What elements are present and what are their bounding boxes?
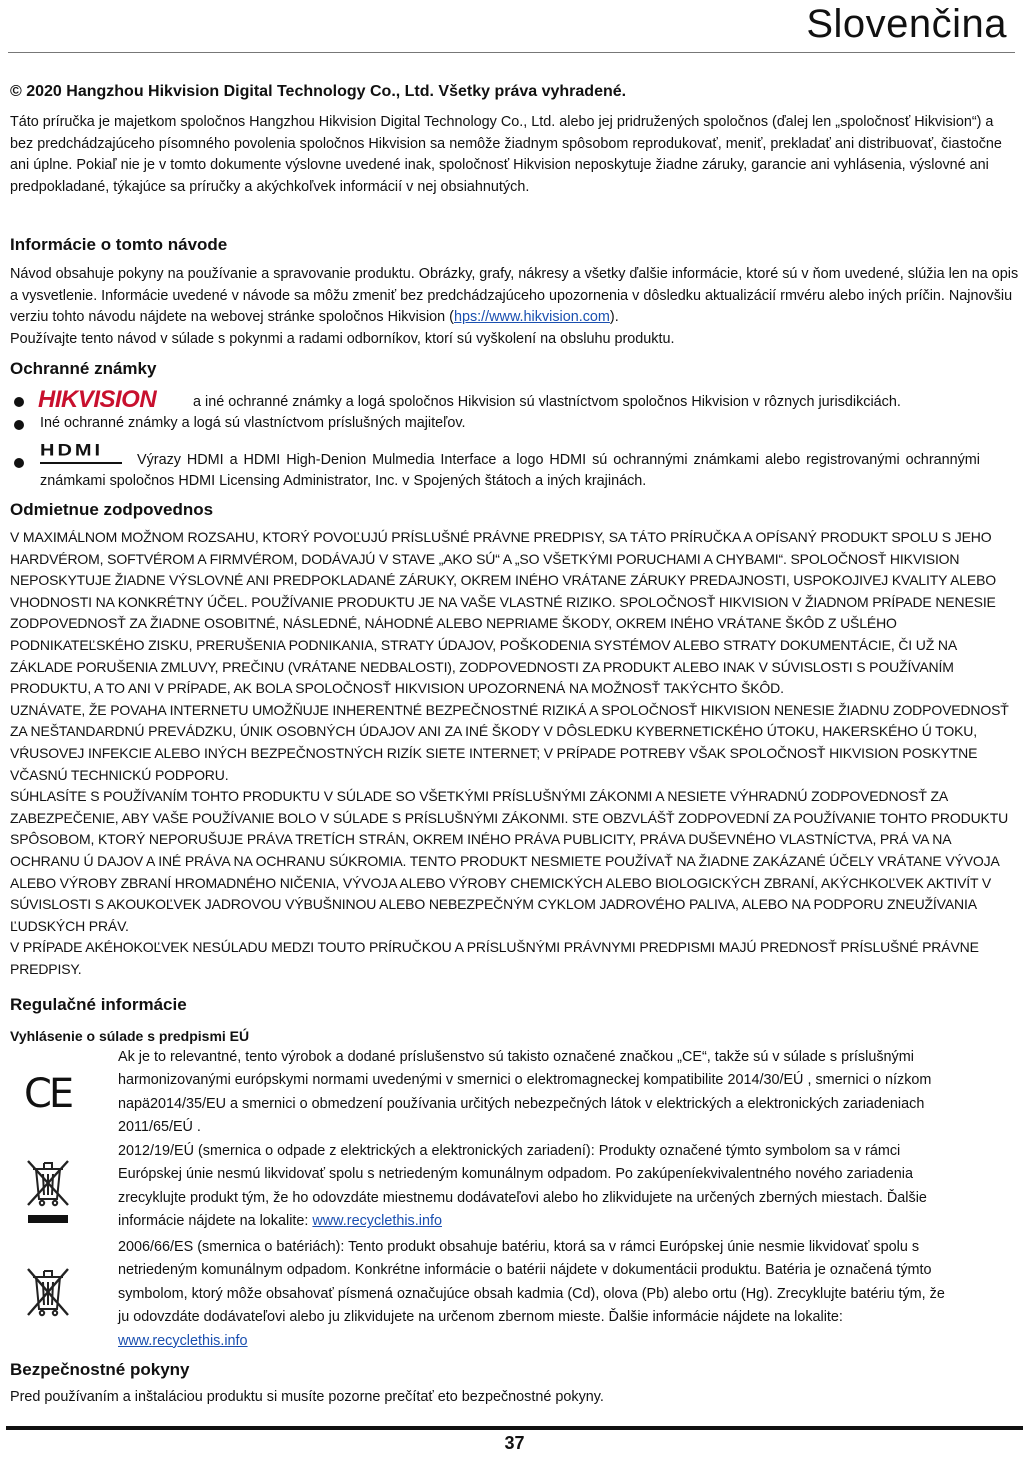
about-heading: Informácie o tomto návode <box>10 235 228 254</box>
language-title: Slovenčina <box>806 2 1007 46</box>
copyright-heading: © 2020 Hangzhou Hikvision Digital Technology Co., Ltd. Všetky práva vyhradené. <box>10 83 627 100</box>
weee-bin-icon <box>24 1157 72 1227</box>
about-usage-line: Používajte tento návod v súlade s pokynmi a radami odborníkov, ktorí sú vyškolení na obsluhu produktu. <box>10 330 675 347</box>
battery-text: 2006/66/ES (smernica o batériách): Tento produkt obsahuje batériu, ktorá sa v rámci Európskej únie nesmie likvidovať spolu s netriedeným komunálnym odpadom. Konkrétne informácie o batérii nájdete v dokumentácii produktu. Batéria je označená týmto symbolom, ktorý môže obsahovať písmená označujúce obsah kadmia (Cd), olova (Pb) alebo ortu (Hg). Zrecyklujte batériu tým, že ju odovzdáte dodávateľovi alebo ju zlikvidujete na určenom zbernom mieste. Ďalšie informácie nájdete na lokalite: <box>118 1239 945 1326</box>
battery-paragraph <box>118 1236 958 1353</box>
safety-heading: Bezpečnostné pokyny <box>10 1360 190 1379</box>
about-text: Návod obsahuje pokyny na používanie a spravovanie produktu. Obrázky, grafy, nákresy a všetky ďalšie informácie, ktoré sú v ňom uvedené, slúžia len na opis a vysvetlenie. Informácie uvedené v návode sa môžu zmeniť bez predchádzajúceho upozornenia v dôsledku aktualizácií rmvéru alebo iných príčin. Najnovšiu verziu tohto návodu nájdete na webovej stránke spoločnos Hikvision ( <box>10 266 1019 325</box>
disclaimer-paragraph-2: UZNÁVATE, ŽE POVAHA INTERNETU UMOŽŇUJE INHERENTNÉ BEZPEČNOSTNÉ RIZIKÁ A SPOLOČNOSŤ HIKVISION NENESIE ŽIADNU ZODPOVEDNOSŤ ZA NEŠTANDARDNÚ PREVÁDZKU, ÚNIK OSOBNÝCH ÚDAJOV ANI ZA INÉ ŠKODY V DÔSLEDKU KYBERNETICKÉHO ÚTOKU, HAKERSKÉHO Ú TOKU, VŔUSOVEJ INFEKCIE ALEBO INÝCH BEZPEČNOSTNÝCH RIZÍK SIETE INTERNET; V PRÍPADE POTREBY VŠAK SPOLOČNOSŤ HIKVISION POSKYTNE VČASNÚ TECHNICKÚ PODPORU. <box>10 701 1009 783</box>
safety-paragraph: Pred používaním a inštaláciou produktu si musíte pozorne prečítať eto bezpečnostné pokyny. <box>10 1389 604 1405</box>
trademark-item-others: Iné ochranné známky a logá sú vlastníctvom príslušných majiteľov. <box>40 415 466 431</box>
about-paragraph <box>10 264 1020 350</box>
intro-paragraph: Táto príručka je majetkom spoločnos Hangzhou Hikvision Digital Technology Co., Ltd. alebo jej pridružených spoločnos (ďalej len „spoločnosť Hikvision“) a bez predchádzajúceho písomného povolenia spoločnos Hikvision sa nemôže žiadnym spôsobom reprodukovať, meniť, prekladať ani distribuovať, čiastočne ani úplne. Pokiaľ nie je v tomto dokumente výslovne uvedené inak, spoločnosť Hikvision neposkytuje žiadne záruky, garancie ani vyhlásenia, výslovné ani predpokladané, týkajúce sa príručky a akýchkoľvek informácií v nej obsiahnutých. <box>10 114 1002 195</box>
weee-text: 2012/19/EÚ (smernica o odpade z elektrických a elektronických zariadení): Produkty označené týmto symbolom sa v rámci Európskej únie nesmú likvidovať spolu s netriedeným komunálnym odpadom. Po zakúpeníekvivalentného nového zariadenia zrecyklujte produkt tým, že ho odovzdáte miestnemu dodávateľovi alebo ho zlikvidujete na určených zberných miestach. Ďalšie informácie nájdete na lokalite: <box>118 1143 927 1230</box>
bullet-dot <box>14 458 24 468</box>
weee-recycle-link[interactable]: www.recyclethis.info <box>312 1213 442 1230</box>
disclaimer-heading: Odmietnue zodpovednos <box>10 500 214 519</box>
bullet-dot <box>14 420 24 430</box>
hikvision-website-link[interactable]: hps://www.hikvision.com <box>453 309 610 325</box>
ce-mark-icon: CE <box>24 1071 72 1117</box>
disclaimer-paragraph-4: V PRÍPADE AKÉHOKOĽVEK NESÚLADU MEDZI TOUTO PRÍRUČKOU A PRÍSLUŠNÝMI PRÁVNYMI PREDPISMI MAJÚ PREDNOSŤ PRÍSLUŠNÉ PRÁVNE PREDPISY. <box>10 939 979 977</box>
footer-divider <box>6 1426 1023 1430</box>
trademark-item-hdmi: Výrazy HDMI a HDMI High-Denion Mulmedia Interface a logo HDMI sú ochrannými známkami alebo registrovanými ochrannými známkami spoločnos HDMI Licensing Administrator, Inc. v Spojených štátoch a iných krajinách. <box>40 452 980 489</box>
trademarks-heading: Ochranné známky <box>10 359 157 378</box>
bullet-dot <box>14 397 24 407</box>
battery-bin-icon <box>24 1265 72 1321</box>
page-number: 37 <box>504 1433 525 1453</box>
disclaimer-paragraph-1: V MAXIMÁLNOM MOŽNOM ROZSAHU, KTORÝ POVOĽUJÚ PRÍSLUŠNÉ PRÁVNE PREDPISY, SA TÁTO PRÍRUČKA A OPÍSANÝ PRODUKT SPOLU S JEHO HARDVÉROM, SOFTVÉROM A FIRMVÉROM, DODÁVAJÚ V STAVE „AKO SÚ“ A „SO VŠETKÝMI PORUCHAMI A CHYBAMI“. SPOLOČNOSŤ HIKVISION NEPOSKYTUJE ŽIADNE VÝSLOVNÉ ANI PREDPOKLADANÉ ZÁRUKY, OKREM INÉHO VRÁTANE ZÁRUKY PREDAJNOSTI, USPOKOJIVEJ KVALITY ALEBO VHODNOSTI NA KONKRÉTNY ÚČEL. POUŽÍVANIE PRODUKTU JE NA VAŠE VLASTNÉ RIZIKO. SPOLOČNOSŤ HIKVISION V ŽIADNOM PRÍPADE NENESIE ZODPOVEDNOSŤ ZA ŽIADNE OSOBITNÉ, NÁSLEDNÉ, NÁHODNÉ ALEBO NEPRIAME ŠKODY, OKREM INÉHO VRÁTANE ŠKÔD Z UŠLÉHO PODNIKATEĽSKÉHO ZISKU, PRERUŠENIA PODNIKANIA, STRATY ÚDAJOV, POŠKODENIA SYSTÉMOV ALEBO STRATY DOKUMENTÁCIE, ČI UŽ NA ZÁKLADE PORUŠENIA ZMLUVY, PREČINU (VRÁTANE NEDBALOSTI), ZODPOVEDNOSTI ZA PRODUKT ALEBO INAK V SÚVISLOSTI S POUŽÍVANÍM PRODUKTU, A TO ANI V PRÍPADE, AK BOLA SPOLOČNOSŤ HIKVISION UPOZORNENÁ NA MOŽNOSŤ TAKÝCHTO ŠKÔD. <box>10 529 997 697</box>
battery-recycle-link[interactable]: www.recyclethis.info <box>118 1332 248 1349</box>
hikvision-logo: HIKVISION <box>38 386 157 413</box>
hdmi-logo-text: HDMI <box>40 441 104 460</box>
disclaimer-body <box>10 527 1022 980</box>
about-text-end: ). <box>609 309 619 325</box>
trademark-item-hikvision: a iné ochranné známky a logá spoločnos Hikvision sú vlastníctvom spoločnos Hikvision v rôznych jurisdikciách. <box>193 394 901 410</box>
header-divider <box>8 52 1015 53</box>
ce-paragraph: Ak je to relevantné, tento výrobok a dodané príslušenstvo sú takisto označené značkou „CE“, takže sú v súlade s príslušnými harmonizovanými európskymi normami uvedenými v smernici o elektromagneckej kompatibilite 2014/30/EÚ , smernici o nízkom napä2014/35/EU a smernici o obmedzení používania určitých nebezpečných látok v elektrických a elektronických zariadeniach 2011/65/EÚ . <box>118 1049 932 1136</box>
weee-paragraph <box>118 1140 958 1234</box>
regulatory-heading: Regulačné informácie <box>10 995 187 1014</box>
disclaimer-paragraph-3: SÚHLASÍTE S POUŽÍVANÍM TOHTO PRODUKTU V SÚLADE SO VŠETKÝMI PRÍSLUŠNÝMI ZÁKONMI A NESIETE VÝHRADNÚ ZODPOVEDNOSŤ ZA ZABEZPEČENIE, ABY VAŠE POUŽÍVANIE BOLO V SÚLADE S PRÍSLUŠNÝMI ZÁKONMI. STE OBZVLÁŠŤ ZODPOVEDNÍ ZA POUŽÍVANIE TOHTO PRODUKTU SPÔSOBOM, KTORÝ NEPORUŠUJE PRÁVA TRETÍCH STRÁN, OKREM INÉHO PRÁVA PUBLICITY, PRÁVA DUŠEVNÉHO VLASTNÍCTVA, PRÁ VA NA OCHRANU Ú DAJOV A INÉ PRÁVA NA OCHRANU SÚKROMIA. TENTO PRODUKT NESMIETE POUŽÍVAŤ NA ŽIADNE ZAKÁZANÉ ÚČELY VRÁTANE VÝVOJA ALEBO VÝROBY ZBRANÍ HROMADNÉHO NIČENIA, VÝVOJA ALEBO VÝROBY CHEMICKÝCH ALEBO BIOLOGICKÝCH ZBRANÍ, AKÝCHKOĽVEK AKTIVÍT V SÚVISLOSTI S AKOUKOĽVEK JADROVOU VÝBUŠNINOU ALEBO NEBEZPEČNÝM CYKLOM JADROVÉHO PALIVA, ALEBO NA PODPORU ZNEUŽÍVANIA ĽUDSKÝCH PRÁV. <box>10 788 1009 934</box>
eu-compliance-subheading: Vyhlásenie o súlade s predpismi EÚ <box>10 1028 250 1044</box>
